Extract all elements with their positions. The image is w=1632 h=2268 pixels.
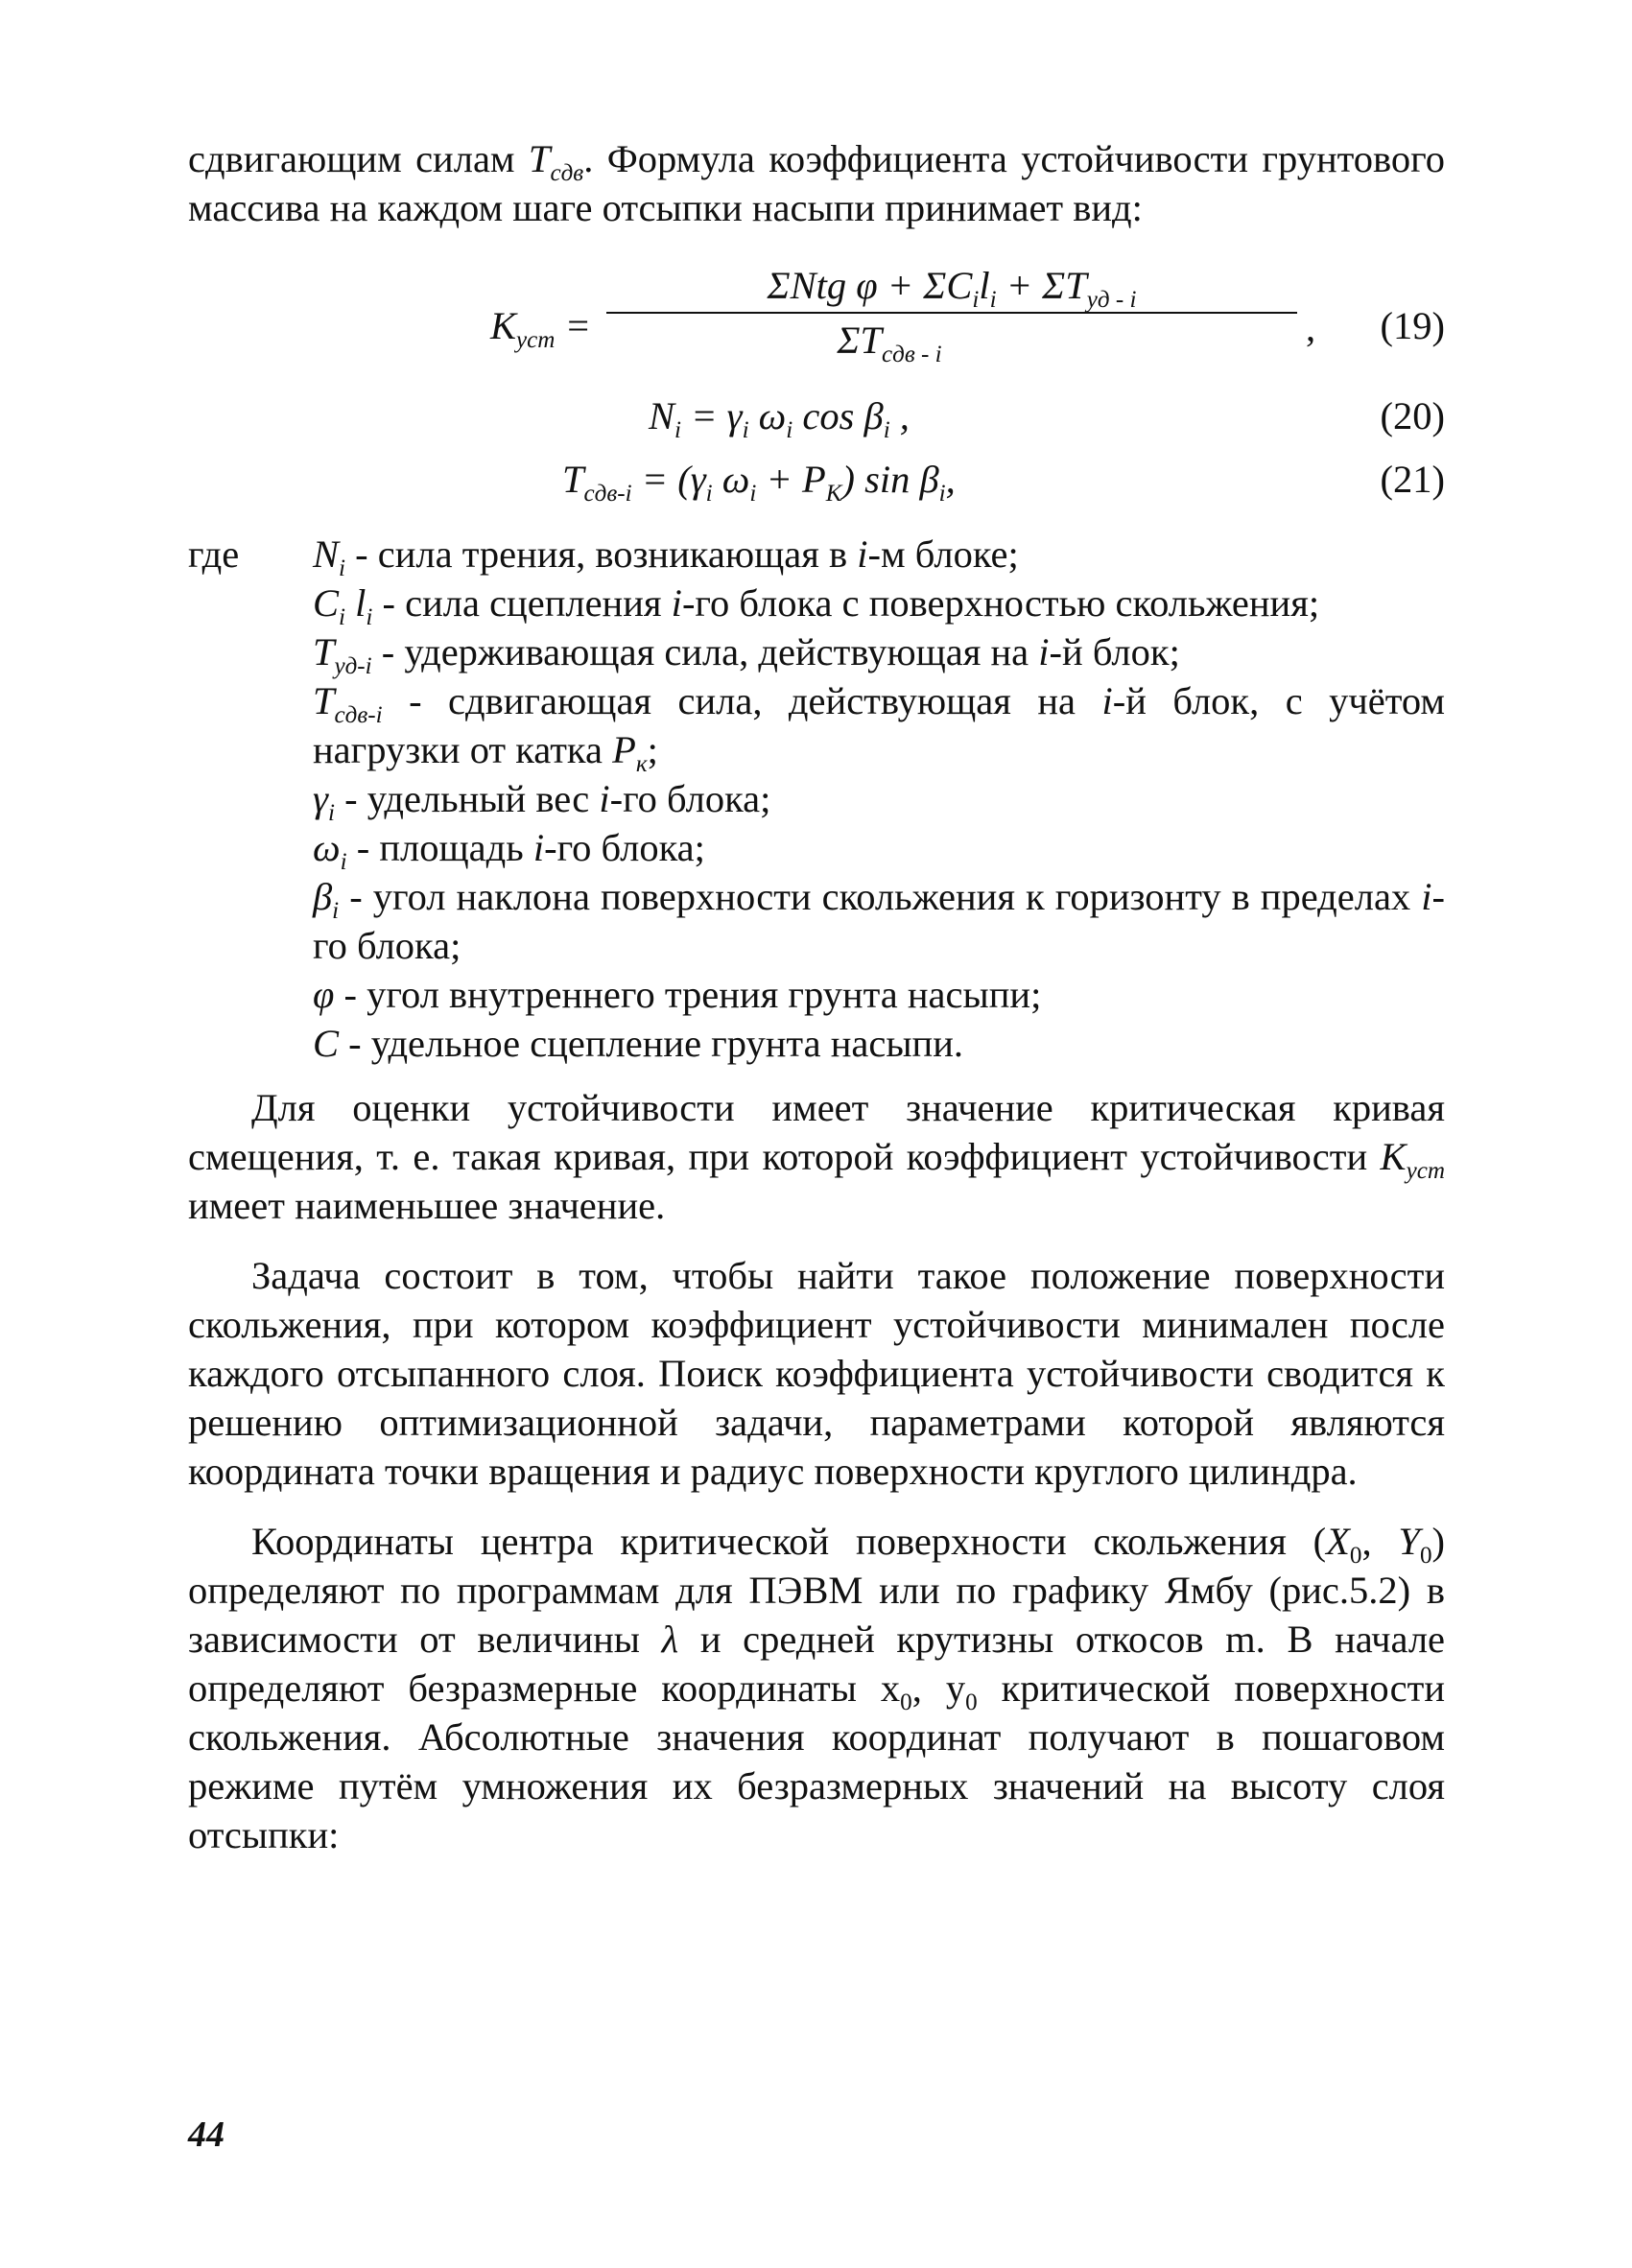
definition-item: φ - угол внутреннего трения грунта насыпи; xyxy=(313,973,1042,1016)
fraction-bar xyxy=(606,312,1297,314)
formula-19-lhs: $K_{уст}$ = xyxy=(490,304,591,353)
definition-item: $N_i$ - сила трения, возникающая в i-м блоке; xyxy=(313,532,1019,581)
formula-20-expression: $N_i = \gamma_i$ $\omega_i$ $\cos \beta_i$ , xyxy=(649,394,910,443)
formula-21-number: (21) xyxy=(1380,458,1445,501)
definition-item: $T_{сдв-i}$ - сдвигающая сила, действующая на i-й блок, с учётом нагрузки от катка $P_к$; xyxy=(313,679,1445,777)
definitions-list xyxy=(313,530,1445,1068)
formula-20-number: (20) xyxy=(1380,394,1445,437)
paragraph-critical-curve: Для оценки устойчивости имеет значение критическая кривая смещения, т. е. такая кривая, при которой коэффициент устойчивости $K_{уст}$ имеет наименьшее значение. xyxy=(188,1086,1445,1227)
definition-item: $T_{уд-i}$ - удерживающая сила, действующая на i-й блок; xyxy=(313,630,1180,679)
definition-item: $\gamma_i$ - удельный вес i-го блока; xyxy=(313,777,771,826)
formula-19-numerator: ΣNtg $\varphi + \Sigma C_il_i + \Sigma T_{уд - i}$ xyxy=(767,264,1137,313)
formula-19-denominator: $\Sigma T_{сдв - i}$ xyxy=(837,319,942,367)
page-body xyxy=(188,134,1445,1859)
formula-19-fraction xyxy=(606,261,1297,365)
intro-paragraph: сдвигающим силам $T_{сдв}$. Формула коэффициента устойчивости грунтового массива на каждом шаге отсыпки насыпи принимает вид: xyxy=(188,137,1445,229)
formula-21-expression: $T_{сдв-i} = (\gamma_i$ $\omega_i + P_K$) $\sin \beta_i$, xyxy=(562,458,956,507)
where-label: где xyxy=(188,532,240,576)
formula-20 xyxy=(188,386,1445,449)
paragraph-task: Задача состоит в том, чтобы найти такое положение поверхности скольжения, при котором коэффициент устойчивости минимален после каждого отсыпанного слоя. Поиск коэффициента устойчивости сводится к решению оптимизационной задачи, параметрами которой являются координата точки вращения и радиус поверхности круглого цилиндра. xyxy=(188,1254,1445,1493)
formula-19-number: (19) xyxy=(1380,304,1445,347)
definition-item: C - удельное сцепление грунта насыпи. xyxy=(313,1022,964,1065)
definitions-block xyxy=(188,530,1445,1068)
definition-item: $\omega_i$ - площадь i-го блока; xyxy=(313,826,705,875)
formula-19-comma: , xyxy=(1306,306,1316,349)
definition-item: $C_i$ $l_i$ - сила сцепления i-го блока с поверхностью скольжения; xyxy=(313,581,1320,630)
paragraph-coordinates: Координаты центра критической поверхности скольжения ($X_0$, $Y_0$) определяют по программам для ПЭВМ или по графику Ямбу (рис.5.2) в зависимости от величины λ и средней крутизны откосов m. В начале определяют безразмерные координаты $x_0$, $y_0$ критической поверхности скольжения. Абсолютные значения координат получают в пошаговом режиме путём умножения их безразмерных значений на высоту слоя отсыпки: xyxy=(188,1520,1445,1856)
formula-19 xyxy=(188,261,1445,386)
formula-21 xyxy=(188,449,1445,512)
page-number: 44 xyxy=(188,2114,225,2155)
definition-item: $\beta_i$ - угол наклона поверхности скольжения к горизонту в пределах i-го блока; xyxy=(313,875,1445,967)
